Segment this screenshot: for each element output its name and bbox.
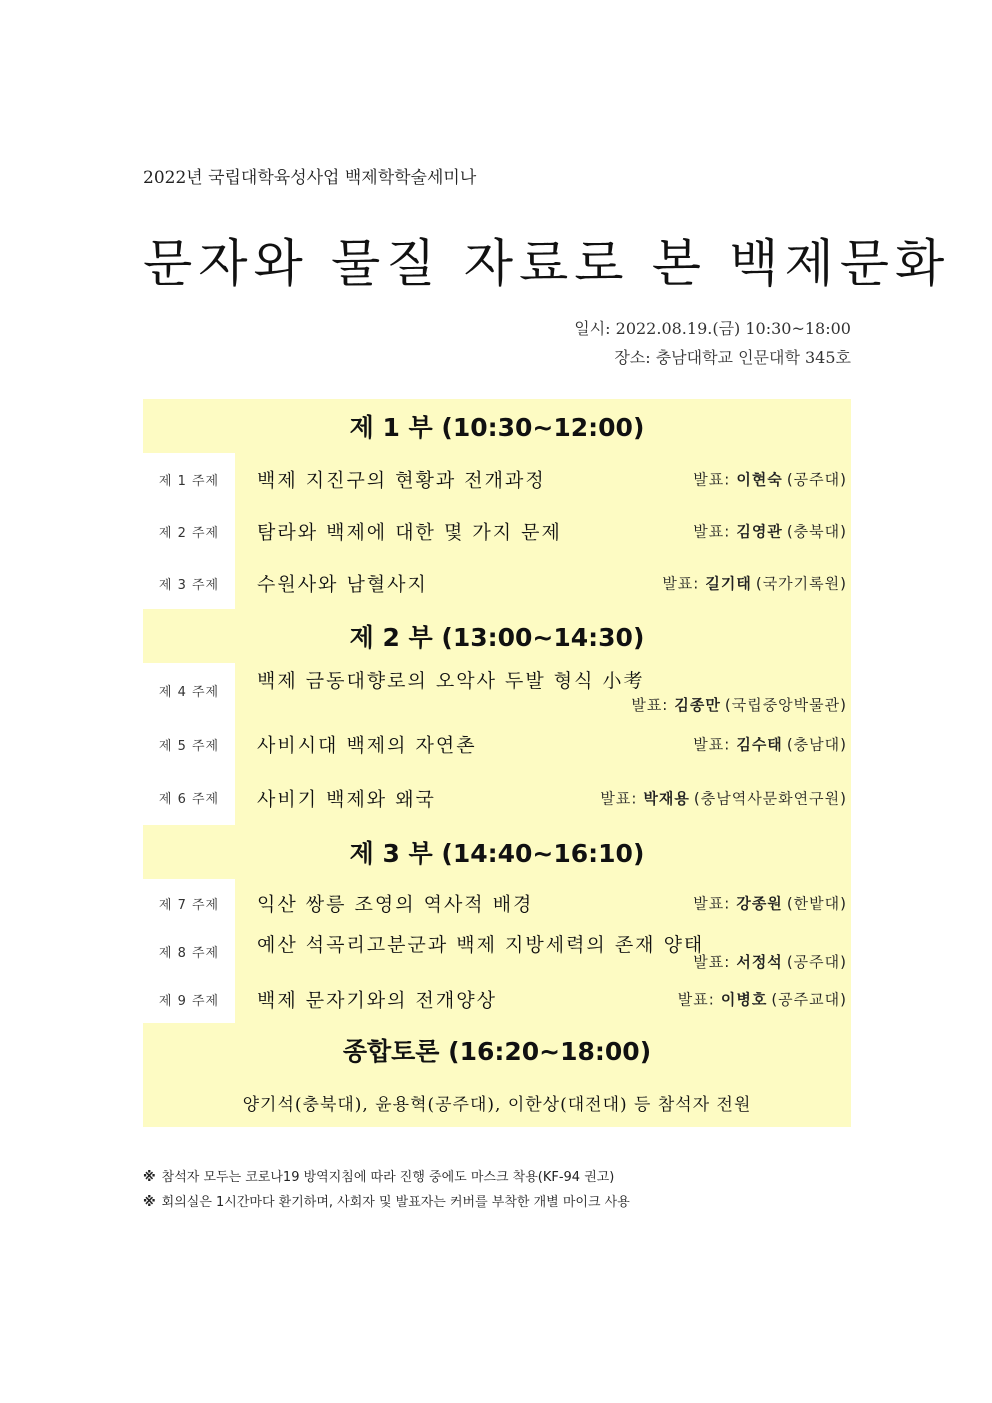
talk-body <box>235 879 851 927</box>
talk-row <box>143 663 851 718</box>
speaker-label: 발표: <box>600 789 638 807</box>
talk-body <box>235 927 851 975</box>
talk-row <box>143 770 851 825</box>
talk-body <box>235 505 851 557</box>
speaker-name: 강종원 <box>736 894 783 913</box>
talk-speaker <box>678 989 847 1010</box>
speaker-affiliation: (공주대) <box>786 470 847 489</box>
speaker-label: 발표: <box>631 696 669 714</box>
section-header <box>143 825 851 879</box>
section-heading: 제 2 부 (13:00~14:30) <box>143 609 851 663</box>
speaker-affiliation: (충북대) <box>786 522 847 541</box>
talk-body <box>235 770 851 825</box>
speaker-name: 이현숙 <box>736 470 783 489</box>
talk-speaker <box>693 521 847 542</box>
talk-row <box>143 879 851 927</box>
note-text: 참석자 모두는 코로나19 방역지침에 따라 진행 중에도 마스크 착용(KF-94 권고) <box>161 1170 615 1185</box>
note-item <box>143 1190 630 1215</box>
talk-title: 익산 쌍릉 조영의 역사적 배경 <box>257 893 534 916</box>
talk-body <box>235 663 851 718</box>
talk-speaker <box>631 694 847 715</box>
speaker-affiliation: (충남역사문화연구원) <box>693 789 847 807</box>
speaker-affiliation: (공주대) <box>786 953 847 971</box>
speaker-affiliation: (국가기록원) <box>755 574 847 593</box>
talk-number: 제 4 주제 <box>143 663 235 718</box>
talk-title: 탐라와 백제에 대한 몇 가지 문제 <box>257 521 562 544</box>
speaker-affiliation: (충남대) <box>786 735 847 754</box>
speaker-name: 서정석 <box>736 953 783 971</box>
discussion-participants: 양기석(충북대), 윤용혁(공주대), 이한상(대전대) 등 참석자 전원 <box>143 1077 851 1127</box>
talk-title: 백제 금동대향로의 오악사 두발 형식 小考 <box>257 670 645 692</box>
talk-row <box>143 927 851 975</box>
note-mark: ※ <box>143 1195 156 1210</box>
speaker-label: 발표: <box>662 574 700 593</box>
section-header <box>143 609 851 663</box>
section-header <box>143 399 851 453</box>
speaker-label: 발표: <box>677 990 715 1009</box>
speaker-label: 발표: <box>693 953 731 971</box>
event-venue: 장소: 충남대학교 인문대학 345호 <box>614 348 851 367</box>
talk-number: 제 6 주제 <box>143 770 235 825</box>
speaker-name: 김종만 <box>674 696 721 714</box>
talk-row <box>143 505 851 557</box>
talk-row <box>143 718 851 770</box>
talk-body <box>235 718 851 770</box>
talk-speaker <box>693 734 847 755</box>
speaker-label: 발표: <box>693 894 731 913</box>
talk-title: 사비시대 백제의 자연촌 <box>257 734 477 757</box>
talk-body <box>235 453 851 505</box>
speaker-label: 발표: <box>693 735 731 754</box>
speaker-name: 김수태 <box>736 735 783 754</box>
talk-title: 사비기 백제와 왜국 <box>257 788 436 810</box>
speaker-name: 김영관 <box>736 522 783 541</box>
talk-row <box>143 557 851 609</box>
seminar-subtitle: 2022년 국립대학육성사업 백제학학술세미나 <box>143 168 477 188</box>
talk-row <box>143 453 851 505</box>
talk-speaker <box>693 951 847 972</box>
speaker-label: 발표: <box>693 522 731 541</box>
talk-title: 수원사와 남혈사지 <box>257 573 428 596</box>
talk-number: 제 5 주제 <box>143 718 235 770</box>
speaker-name: 박재용 <box>643 789 690 807</box>
talk-body <box>235 557 851 609</box>
discussion-row <box>143 1077 851 1127</box>
talk-speaker <box>600 787 847 808</box>
note-text: 회의실은 1시간마다 환기하며, 사회자 및 발표자는 커버를 부착한 개별 마이크 사용 <box>161 1195 630 1210</box>
talk-number: 제 7 주제 <box>143 879 235 927</box>
discussion-heading: 종합토론 (16:20~18:00) <box>143 1023 851 1077</box>
talk-number: 제 1 주제 <box>143 453 235 505</box>
speaker-name: 길기태 <box>705 574 752 593</box>
talk-speaker <box>693 893 847 914</box>
note-item <box>143 1165 630 1190</box>
speaker-label: 발표: <box>693 470 731 489</box>
talk-number: 제 3 주제 <box>143 557 235 609</box>
talk-body <box>235 975 851 1023</box>
speaker-name: 이병호 <box>720 990 768 1009</box>
talk-speaker <box>693 469 847 490</box>
talk-number: 제 8 주제 <box>143 927 235 975</box>
event-date: 일시: 2022.08.19.(금) 10:30~18:00 <box>574 319 851 338</box>
talk-row <box>143 975 851 1023</box>
note-mark: ※ <box>143 1170 156 1185</box>
talk-speaker <box>662 573 847 594</box>
notes <box>143 1165 630 1215</box>
section-heading: 제 3 부 (14:40~16:10) <box>143 825 851 879</box>
talk-title: 예산 석곡리고분군과 백제 지방세력의 존재 양태 <box>257 934 705 956</box>
talk-title: 백제 문자기와의 전개양상 <box>257 989 497 1012</box>
seminar-title: 문자와 물질 자료로 본 백제문화 <box>143 235 951 294</box>
speaker-affiliation: (공주교대) <box>771 990 847 1009</box>
section-heading: 제 1 부 (10:30~12:00) <box>143 399 851 453</box>
schedule-table <box>143 399 851 1127</box>
discussion-header <box>143 1023 851 1077</box>
speaker-affiliation: (국립중앙박물관) <box>724 696 847 714</box>
talk-title: 백제 지진구의 현황과 전개과정 <box>257 469 546 492</box>
speaker-affiliation: (한밭대) <box>786 894 847 913</box>
talk-number: 제 9 주제 <box>143 975 235 1023</box>
talk-number: 제 2 주제 <box>143 505 235 557</box>
